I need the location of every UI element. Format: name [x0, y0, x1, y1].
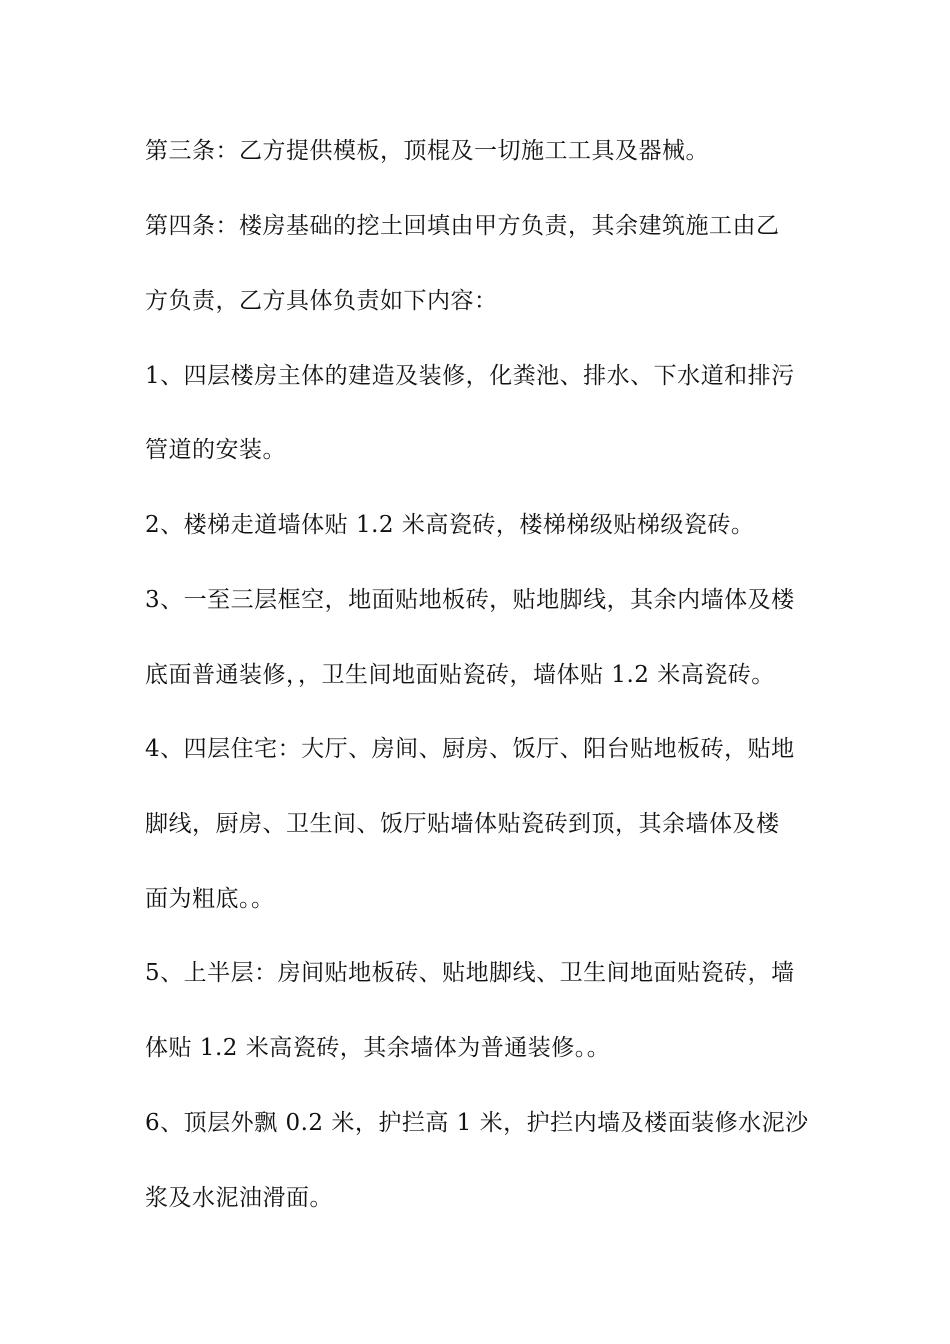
item-4-line-3: 面为粗底。。 — [145, 886, 275, 912]
item-5-line-2: 体贴 1.2 米高瓷砖，其余墙体为普通装修。。 — [145, 1035, 611, 1061]
item-3-line-2: 底面普通装修，，卫生间地面贴瓷砖，墙体贴 1.2 米高瓷砖。 — [145, 662, 775, 688]
clause-4-line-1: 第四条：楼房基础的挖土回填由甲方负责，其余建筑施工由乙 — [145, 213, 780, 239]
item-2-line: 2、楼梯走道墙体贴 1.2 米高瓷砖，楼梯梯级贴梯级瓷砖。 — [145, 512, 755, 538]
item-4-line-2: 脚线，厨房、卫生间、饭厅贴墙体贴瓷砖到顶，其余墙体及楼 — [145, 811, 780, 837]
item-4-line-1: 4、四层住宅：大厅、房间、厨房、饭厅、阳台贴地板砖，贴地 — [145, 736, 795, 762]
clause-4-line-2: 方负责，乙方具体负责如下内容： — [145, 288, 498, 314]
item-1-line-2: 管道的安装。 — [145, 437, 286, 463]
clause-3-line: 第三条：乙方提供模板，顶棍及一切施工工具及器械。 — [145, 138, 709, 164]
item-5-line-1: 5、上半层：房间贴地板砖、贴地脚线、卫生间地面贴瓷砖，墙 — [145, 960, 795, 986]
item-1-line-1: 1、四层楼房主体的建造及装修，化粪池、排水、下水道和排污 — [145, 363, 795, 389]
item-6-line-2: 浆及水泥油滑面。 — [145, 1185, 333, 1211]
item-6-line-1: 6、顶层外飘 0.2 米，护拦高 1 米，护拦内墙及楼面装修水泥沙 — [145, 1110, 809, 1136]
item-3-line-1: 3、一至三层框空，地面贴地板砖，贴地脚线，其余内墙体及楼 — [145, 587, 795, 613]
